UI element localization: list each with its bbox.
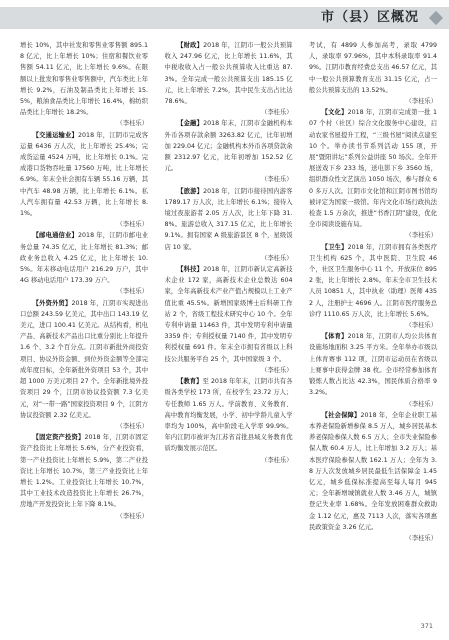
article-columns	[20, 40, 437, 620]
section-paragraph	[309, 410, 437, 533]
section-heading: 【卫生】	[321, 243, 348, 251]
article-section	[165, 376, 293, 466]
section-paragraph	[165, 186, 293, 253]
article-section	[165, 118, 293, 185]
section-paragraph	[20, 40, 148, 118]
section-paragraph	[20, 298, 148, 421]
section-body-text: 2018 年，江阴市实现进出口总额 243.59 亿美元，其中出口 143.19 亿美元，进口 100.41 亿美元。从结构看，机电产品、高新技术产品出口比重分别比上年提升 1.6 个、3.2 个百分点。江阴市新批外商投资项目、协议外资金额、到位外资金额等全部完成年度目标，全年新批外资项目 53 个，其中超 1000 万美元项目 27 个。全年新批境外投资项目 29 个，江阴市协议投资额 7.3 亿美元，对“一带一路”国家投资项目 9 个，江阴方协议投资额 2.32 亿美元。	[20, 299, 148, 419]
article-section	[309, 242, 437, 332]
section-heading: 【固定资产投资】	[32, 434, 85, 442]
section-body-text: 2018 年，江阴市邮电业务总量 74.35 亿元，比上年增长 81.3%；邮政业务总收入 4.25 亿元，比上年增长 10.5%。年末移动电话用户 216.29 万户，其中 4G 移动电话用户 173.39 万户。	[20, 232, 148, 285]
section-body-text: 至 2018 年年末，江阴市共有各级各类学校 173 所，在校学生 23.72 万人；专任教师 1.65 万人。学前教育、义务教育、高中教育均衡发展，小学、初中学龄儿童入学率均为 100%，高中阶段毛入学率 99.9%。年内江阴市被评为江苏省首批县域义务教育优质均衡发展示范区。	[164, 378, 293, 453]
section-attribution: （李桂乐）	[405, 400, 437, 408]
text-column-left	[20, 40, 148, 620]
section-paragraph	[165, 376, 293, 454]
section-paragraph	[309, 242, 437, 320]
article-section	[309, 410, 437, 544]
section-body-text: 2018 年，江阴市人均公共体育设施场地面积 3.25 平方米。全年举办市级以上体育赛事 112 项，江阴市运动员在省级以上赛事中获得金牌 38 枚。全市经常参加体育锻炼人数占比达 42.3%，国民体质合格率 93.2%。	[309, 333, 437, 397]
section-body-text: 2018 年，江阴市新认定高新技术企业 172 家，高新技术企业总数达 604 家，全年高新技术产业产值占规模以上工业产值比重 45.5%。新增国家级博士后科研工作站 2 个，省级工程技术研究中心 10 个。全年专利申请量 11463 件，其中发明专利申请量 3359 件；专利授权量 7140 件，其中发明专利授权量 691 件。年末全市拥有省级以上科技公共服务平台 25 个，其中国家级 3 个。	[164, 266, 293, 363]
section-paragraph	[165, 40, 293, 107]
section-attribution: （李桂乐）	[116, 288, 148, 296]
section-attribution: （李桂乐）	[405, 232, 437, 240]
section-body-text: 2018 年，全年企业职工基本养老保险新增参保 8.5 万人，城乡居民基本养老保险参保人数 6.5 万人；全市失业保险参保人数 60.4 万人，比上年增加 3.2 万人；基本医疗保险参保人数 162.1 万人；全年为 3.8 万人次发放城乡居民最低生活保障金 1.45 亿元，城乡低保标准提高至每人每月 945 元；全年新增城镇就业人数 3.46 万人，城镇登记失业率 1.68%。全年发放困难群众救助金 1.12 亿元，惠及 7113 人次，落实各项惠民政策资金 3.26 亿元。	[309, 411, 437, 531]
section-paragraph	[165, 264, 293, 365]
section-heading: 【邮电通信业】	[32, 232, 79, 240]
section-body-text: 2018 年末，江阴市金融机构本外币各项存款余额 3263.82 亿元，比年初增加 229.04 亿元；金融机构本外币各项贷款余额 2312.97 亿元，比年初增加 152.52 亿元。	[164, 120, 293, 173]
section-attribution: （李桂乐）	[116, 422, 148, 430]
section-paragraph	[20, 230, 148, 286]
article-section	[20, 298, 148, 432]
article-section	[309, 331, 437, 409]
section-attribution: （李桂乐）	[261, 176, 293, 184]
section-paragraph	[309, 40, 437, 96]
section-body-text: 2018 年，江阴市一般公共预算收入 247.96 亿元，比上年增长 11.6%，其中税收收入占一般公共预算收入比重达 87.3%。全年完成一般公共预算支出 185.15 亿元，比上年增长 7.2%，其中民生支出占比达 78.6%。	[164, 42, 293, 106]
section-attribution: （李桂乐）	[116, 221, 148, 229]
section-heading: 【社会保障】	[321, 411, 361, 419]
article-section	[165, 40, 293, 118]
header-title: 市（县）区概况	[320, 10, 419, 25]
section-attribution: （李桂乐）	[261, 254, 293, 262]
article-section	[309, 107, 437, 241]
page-number: 371	[420, 622, 433, 630]
section-attribution: （李桂乐）	[261, 109, 293, 117]
section-heading: 【教育】	[177, 378, 203, 386]
section-heading: 【旅游】	[177, 187, 204, 195]
section-heading: 【金融】	[177, 120, 204, 128]
section-heading: 【科技】	[177, 266, 204, 274]
section-heading: 【文化】	[321, 109, 348, 117]
text-column-middle	[165, 40, 293, 620]
section-paragraph	[309, 331, 437, 398]
article-section	[165, 264, 293, 376]
section-attribution: （李桂乐）	[405, 322, 437, 330]
section-attribution: （李桂乐）	[116, 120, 148, 128]
section-paragraph	[165, 118, 293, 174]
article-section	[20, 40, 148, 130]
section-heading: 【交通运输业】	[32, 131, 79, 139]
section-attribution: （李桂乐）	[261, 366, 293, 374]
section-heading: 【外资外贸】	[32, 299, 72, 307]
section-body-text: 2018 年，江阴市固定资产投资比上年增长 5.6%，分产业投资看，第一产业投资比上年增长 5.9%，第二产业投资比上年增长 10.7%，第三产业投资比上年增长 1.2%。工业投资比上年增长 10.7%，其中工业技术改造投资比上年增长 26.7%，房地产开发投资比上年下降 8.1%。	[20, 434, 148, 509]
section-body-text: 2018 年，江阴市拥有各类医疗卫生机构 625 个，其中医院、卫生院 46 个，社区卫生服务中心 11 个。开放床位 8952 张，比上年增长 2.8%。年末全市卫生技术人员 10851 人，其中执业（助理）医师 4352 人，注册护士 4696 人。江阴市医疗服务总诊疗 1110.65 万人次，比上年增长 5.6%。	[309, 243, 437, 318]
text-column-right	[309, 40, 437, 620]
section-body-text: 2018 年，江阴市接待国内游客 1789.17 万人次，比上年增长 6.1%；接待入境过夜旅游者 2.05 万人次，比上年下降 31.8%。旅游总收入 317.15 亿元，比上年增长 9.1%。拥有国家 A 级旅游景区 8 个，星级饭店 10 家。	[164, 187, 293, 251]
article-section	[165, 186, 293, 264]
section-body-text: 2018 年，江阴市完成第一批 107 个村（社区）综合文化服务中心建设，启动农家书屋提升工程，“三级书屋”阅读点建至 10 个。举办读书节系列活动 155 项，开展“暨阳讲坛”系列公益讲座 50 场次。全年开展送戏下乡 233 场，送电影下乡 3560 场，组织群众性文艺演出 1050 场次，参与群众 60 多万人次。江阴市文化馆和江阴市图书馆均被评定为国家一级馆。年内文化市场行政执法检查 1.5 万余次，推进“书香江阴”建设，优化全市阅读设施布局。	[309, 109, 437, 229]
section-body-text: 考试，有 4899 人参加高考，录取 4799 人，录取率 97.96%，其中本科录取率 91.49%。江阴市教育经费总支出 46.57 亿元，其中一般公共预算教育支出 31.15 亿元，占一般公共预算支出的 13.52%。	[309, 42, 437, 94]
section-attribution: （李桂乐）	[405, 98, 437, 106]
section-attribution: （李桂乐）	[261, 456, 293, 464]
page-header	[0, 0, 449, 38]
section-paragraph	[309, 107, 437, 230]
article-section	[309, 40, 437, 107]
section-body-text: 增长 10%，其中社发和零售业零售额 895.18 亿元，比上年增长 10%；住宿和餐饮业零售额 54.11 亿元，比上年增长 9.6%。在限额以上批发和零售业零售额中，汽车类比上年增长 9.2%，石油及制品类比上年增长 15.5%，粮油食品类比上年增长 16.4%，棉纺织品类比上年增长 18.2%。	[20, 42, 148, 117]
section-attribution: （李桂乐）	[116, 512, 148, 520]
article-section	[20, 230, 148, 297]
article-section	[20, 432, 148, 522]
section-paragraph	[20, 130, 148, 220]
section-paragraph	[20, 432, 148, 510]
section-heading: 【体育】	[321, 333, 348, 341]
article-section	[20, 130, 148, 231]
section-heading: 【财政】	[177, 42, 204, 49]
section-body-text: 2018 年，江阴市完成客运量 6436 万人次，比上年增长 25.4%；完成货运量 4524 万吨，比上年增长 0.1%。完成港口货物吞吐量 17560 万吨，比上年增长 6.9%。年末全社会拥有车辆 55.16 万辆，其中汽车 48.98 万辆，比上年增长 6.1%。私人汽车拥有量 42.53 万辆，比上年增长 8.1%。	[20, 131, 148, 218]
section-attribution: （李桂乐）	[405, 534, 437, 542]
